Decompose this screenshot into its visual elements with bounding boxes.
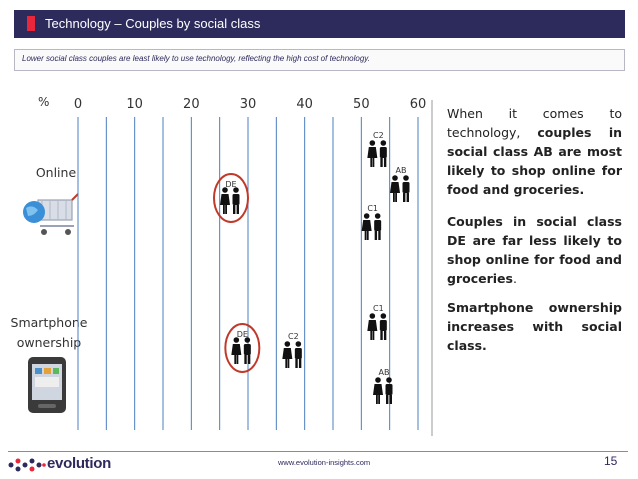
page-number: 15 — [604, 454, 618, 468]
x-tick-label: 60 — [409, 97, 427, 112]
x-tick-label: 20 — [183, 97, 200, 112]
point-label: AB — [378, 368, 390, 377]
point-label: DE — [225, 180, 237, 189]
side-p1-bold: couples in social class AB are most likely to shop online for food and groceries. — [447, 125, 622, 197]
point-label: C2 — [287, 332, 299, 341]
data-point-ab — [390, 166, 410, 202]
side-p1-plain: When it comes to technology, — [447, 106, 622, 140]
side-p2-bold: Couples in social class DE are far less likely to shop online for food and groceries — [447, 214, 622, 286]
footer-divider — [8, 451, 628, 452]
data-point-c2 — [367, 131, 387, 167]
data-point-c1 — [362, 204, 382, 240]
row-label-smartphone: Smartphone ownership — [10, 315, 88, 350]
data-point-c2 — [282, 332, 302, 368]
page-title: Technology – Couples by social class — [45, 16, 261, 31]
point-label: C2 — [372, 131, 384, 140]
side-paragraph-2 — [447, 212, 622, 288]
evolution-logo-icon — [8, 455, 46, 475]
x-tick-label: 10 — [126, 97, 143, 112]
point-label: AB — [395, 166, 407, 175]
point-label: C1 — [367, 204, 379, 213]
subtitle: Lower social class couples are least likely to use technology, reflecting the high cost of technology. — [22, 54, 370, 63]
percent-sign: % — [38, 95, 50, 109]
data-point-de — [214, 174, 248, 222]
point-label: C1 — [372, 304, 384, 313]
x-tick-label: 30 — [239, 97, 257, 112]
x-tick-label: 40 — [296, 97, 313, 112]
side-paragraph-3 — [447, 298, 622, 355]
x-tick-label: 50 — [353, 97, 370, 112]
side-paragraph-1 — [447, 104, 622, 199]
side-p3-bold: Smartphone ownership increases with social class. — [447, 300, 622, 353]
data-point-de — [225, 324, 259, 372]
x-tick-label: 0 — [73, 97, 83, 112]
side-p2-end: . — [512, 271, 517, 286]
footer-url[interactable]: www.evolution-insights.com — [278, 458, 371, 467]
row-label-online: Online — [35, 165, 77, 180]
logo-text: evolution — [47, 455, 111, 472]
point-label: DE — [236, 330, 248, 339]
data-point-c1 — [367, 304, 387, 340]
